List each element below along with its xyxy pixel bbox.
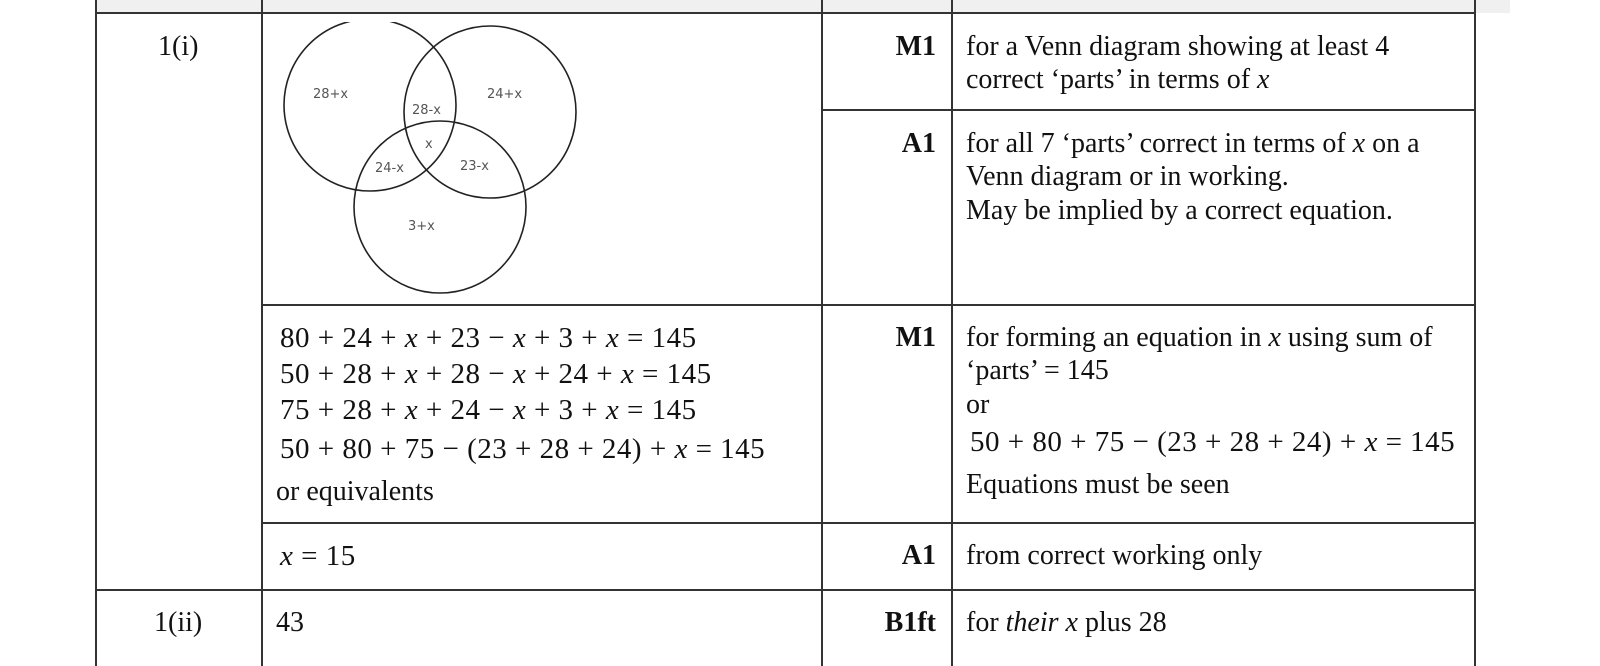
mark-code-a1-answer: A1	[901, 540, 936, 571]
mark-text-m1-eq-line1: for forming an equation in x using sum of	[966, 322, 1433, 353]
col-divider-1	[261, 0, 263, 666]
venn-region-center: x	[425, 137, 433, 152]
mark-code-a1-venn: A1	[901, 128, 936, 159]
question-label-1i: 1(i)	[158, 31, 199, 62]
mark-text-a1-venn-line2: Venn diagram or in working.	[966, 161, 1289, 192]
mark-text-m1-eq-line2: ‘parts’ = 145	[966, 355, 1109, 386]
venn-region-b-only: 24+x	[487, 87, 523, 102]
col-divider-2	[821, 0, 823, 666]
equation-4: 50 + 80 + 75 − (23 + 28 + 24) + x = 145	[280, 433, 766, 465]
question-label-1ii: 1(ii)	[154, 607, 203, 638]
answer-1ii: 43	[276, 607, 304, 638]
mark-text-m1-eq-line5: Equations must be seen	[966, 469, 1230, 500]
mark-code-m1-equation: M1	[895, 322, 936, 353]
venn-diagram	[280, 22, 590, 297]
mark-text-m1-eq-line4: 50 + 80 + 75 − (23 + 28 + 24) + x = 145	[970, 426, 1456, 458]
equation-3: 75 + 28 + x + 24 − x + 3 + x = 145	[280, 394, 697, 426]
mark-text-a1-venn-line1: for all 7 ‘parts’ correct in terms of x on a	[966, 128, 1420, 159]
mark-text-a1-venn-line3: May be implied by a correct equation.	[966, 195, 1393, 226]
venn-circle-c	[354, 121, 526, 293]
mark-text-a1-answer: from correct working only	[966, 540, 1263, 571]
table-border-left	[95, 0, 97, 666]
table-border-right	[1474, 0, 1476, 666]
venn-region-a-only: 28+x	[313, 87, 349, 102]
mark-text-m1-eq-line3: or	[966, 389, 990, 420]
mark-code-b1ft: B1ft	[884, 607, 936, 638]
row-line-top	[95, 12, 1476, 14]
row-line-1ii	[95, 589, 1476, 591]
row-line-venn-eq	[261, 304, 1476, 306]
row-line-eq-ans	[261, 522, 1476, 524]
equation-2: 50 + 28 + x + 28 − x + 24 + x = 145	[280, 358, 712, 390]
mark-code-m1-venn: M1	[895, 31, 936, 62]
mark-text-m1-venn-line1: for a Venn diagram showing at least 4	[966, 31, 1390, 62]
equations-or-equivalents: or equivalents	[276, 476, 434, 507]
venn-region-bc: 23-x	[460, 159, 489, 174]
equation-1: 80 + 24 + x + 23 − x + 3 + x = 145	[280, 322, 697, 354]
venn-region-ab: 28-x	[412, 103, 441, 118]
col-divider-3	[951, 0, 953, 666]
venn-region-ac: 24-x	[375, 161, 404, 176]
answer-1i: x = 15	[280, 540, 356, 572]
mark-text-b1ft: for their x plus 28	[966, 607, 1167, 638]
venn-region-c-only: 3+x	[408, 219, 435, 234]
mark-text-m1-venn-line2: correct ‘parts’ in terms of x	[966, 64, 1270, 95]
row-line-m1-a1	[821, 109, 1476, 111]
